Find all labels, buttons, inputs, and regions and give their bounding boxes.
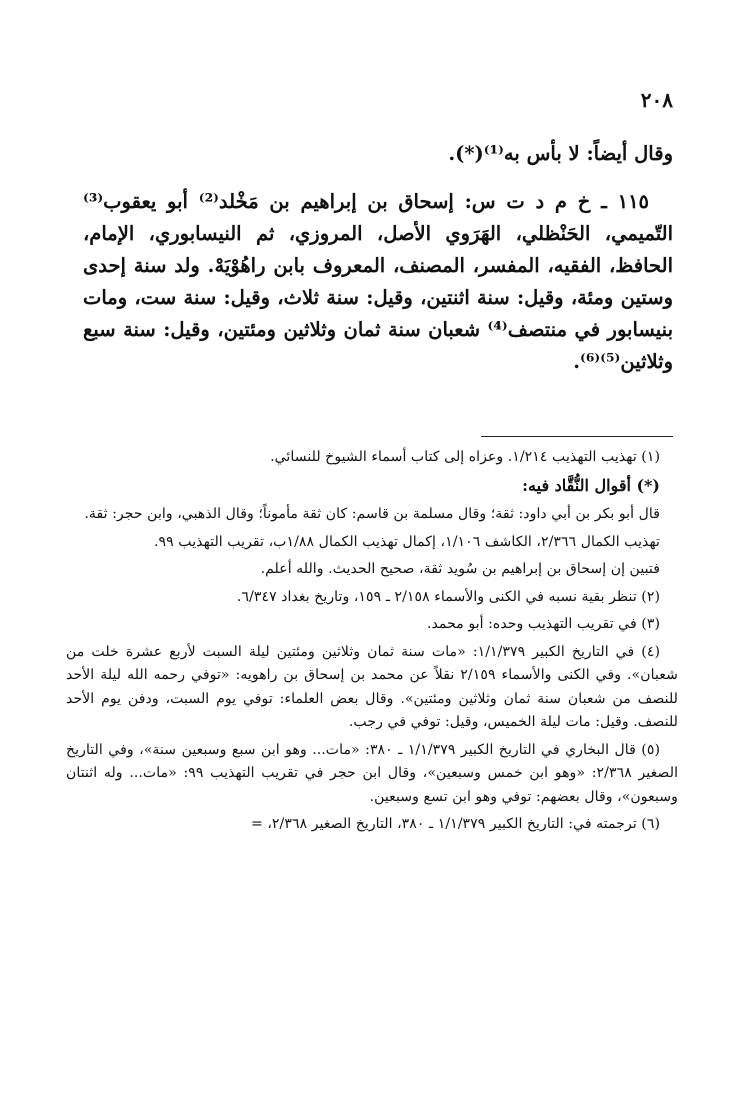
critics-paragraph-1: قال أبو بكر بن أبي داود: ثقة؛ وقال مسلمة بن قاسم: كان ثقة مأموناً؛ وقال الذهبي، وابن حجر: ثقة. [84, 506, 660, 522]
footnote-5: (٥) قال البخاري في التاريخ الكبير ١/١/٣٧٩ ـ ٣٨٠: «مات... وهو ابن سبع وسبعين سنة»، وفي التاريخ الصغير ٢/٣٦٨: «وهو ابن خمس وسبعين»، وقال ابن حجر في تقريب التهذيب ٩٩: «مات... وله اثنتان وسبعون»، وقال بعضهم: توفي وهو ابن تسع وسبعين. [66, 741, 679, 805]
footnote-4: (٤) في التاريخ الكبير ١/١/٣٧٩: «مات سنة ثمان وثلاثين ومئتين ليلة السبت لأربع عشرة خلت من شعبان». وفي الكنى والأسماء ٢/١٥٩ نقلاً عن محمد بن إسحاق بن راهويه: «توفي رحمه الله ليلة الأحد للنصف من شعبان سنة ثمان وثلاثين ومئتين». وقال بعض العلماء: توفي يوم السبت، ودفن يوم الأحد للنصف. وقيل: مات ليلة الخميس، وقيل: توفي في رجب. [66, 643, 678, 730]
footnotes [66, 446, 678, 841]
main-text [83, 138, 673, 378]
footnote-divider [481, 436, 673, 437]
main-paragraph-1: وقال أيضاً: لا بأس به⁽¹⁾(*). [448, 142, 673, 165]
critics-paragraph-2: تهذيب الكمال ٢/٣٦٦، الكاشف ١/١٠٦، إكمال تهذيب الكمال ١/٨٨ب، تقريب التهذيب ٩٩. [154, 533, 660, 550]
page-number: ٢٠٨ [640, 88, 673, 112]
critics-paragraph-3: فتبين إن إسحاق بن إبراهيم بن سُويد ثقة، صحيح الحديث. والله أعلم. [260, 561, 660, 577]
critics-heading: (*) أقوال النُّقَّاد فيه: [522, 475, 660, 495]
footnote-6: (٦) ترجمته في: التاريخ الكبير ١/١/٣٧٩ ـ ٣٨٠، التاريخ الصغير ٢/٣٦٨، = [250, 816, 660, 832]
footnote-3: (٣) في تقريب التهذيب وحده: أبو محمد. [426, 616, 660, 632]
main-paragraph-2: ١١٥ ـ خ م د ت س: إسحاق بن إبراهيم بن مَخْلد⁽²⁾ أبو يعقوب⁽³⁾ التّميمي، الحَنْظلي، الهَرَوي الأصل، المروزي، ثم النيسابوري، الإمام، الحافظ، الفقيه، المفسر، المصنف، المعروف بابن راهُوْيَهْ. ولد سنة إحدى وستين ومئة، وقيل: سنة اثنتين، وقيل: سنة ثلاث، وقيل: سنة ست، ومات بنيسابور في منتصف⁽⁴⁾ شعبان سنة ثمان وثلاثين ومئتين، وقيل: سنة سبع وثلاثين⁽⁵⁾⁽⁶⁾. [83, 190, 673, 373]
footnote-2: (٢) تنظر بقية نسبه في الكنى والأسماء ٢/١٥٨ ـ ١٥٩، وتاريخ بغداد ٦/٣٤٧. [236, 588, 660, 605]
footnote-1: (١) تهذيب التهذيب ١/٢١٤. وعزاه إلى كتاب أسماء الشيوخ للنسائي. [270, 449, 660, 465]
